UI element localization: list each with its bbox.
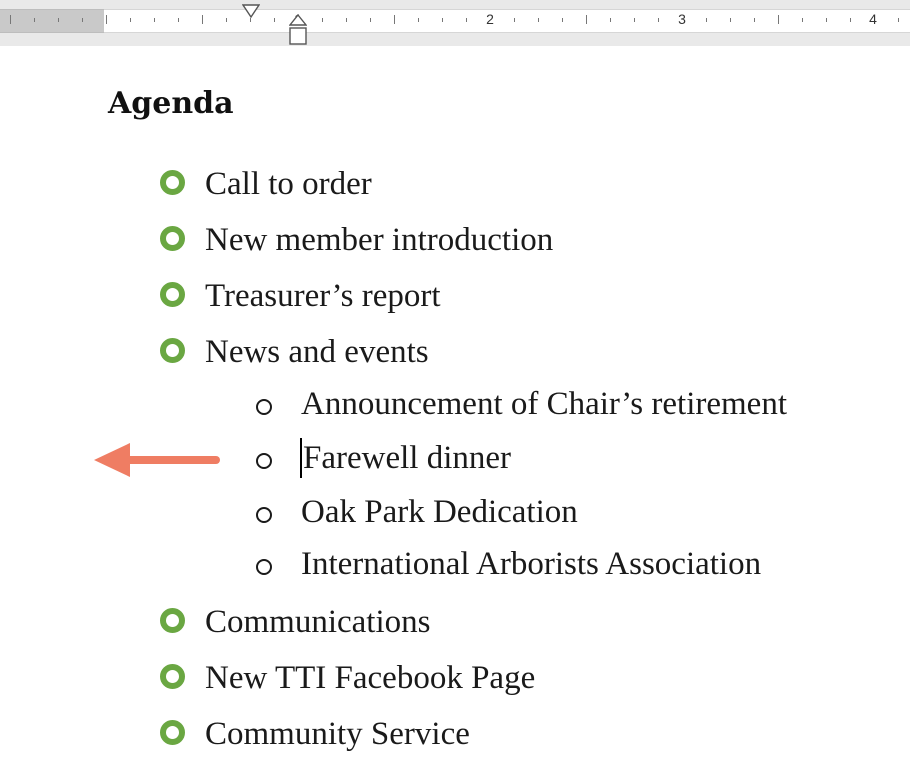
ruler-left-margin[interactable] xyxy=(0,9,104,33)
list-item[interactable]: News and events xyxy=(205,334,429,370)
ruler-tick xyxy=(322,18,323,22)
green-ring-bullet-icon xyxy=(160,170,185,195)
ruler-tick xyxy=(10,15,11,24)
ruler-strip xyxy=(0,9,910,33)
ruler-number: 2 xyxy=(486,11,494,27)
ruler-tick xyxy=(370,18,371,22)
first-line-indent-marker-icon[interactable] xyxy=(242,4,260,18)
ruler-tick xyxy=(226,18,227,22)
horizontal-ruler[interactable] xyxy=(0,0,910,46)
list-item[interactable]: Communications xyxy=(205,604,431,640)
ruler-tick xyxy=(538,18,539,22)
ruler-tick xyxy=(274,18,275,22)
ruler-number: 4 xyxy=(869,11,877,27)
ruler-tick xyxy=(802,18,803,22)
ruler-tick xyxy=(778,15,779,24)
ruler-tick xyxy=(658,18,659,22)
ruler-tick xyxy=(34,18,35,22)
open-circle-bullet-icon xyxy=(256,559,272,575)
green-ring-bullet-icon xyxy=(160,720,185,745)
sub-list-item-selected[interactable]: Farewell dinner xyxy=(303,440,512,476)
ruler-tick xyxy=(562,18,563,22)
agenda-heading: Agenda xyxy=(108,86,234,121)
list-item[interactable]: New TTI Facebook Page xyxy=(205,660,536,696)
green-ring-bullet-icon xyxy=(160,608,185,633)
ruler-tick xyxy=(106,15,107,24)
ruler-tick xyxy=(346,18,347,22)
ruler-tick xyxy=(514,18,515,22)
ruler-tick xyxy=(58,18,59,22)
ruler-tick xyxy=(634,18,635,22)
ruler-tick xyxy=(466,18,467,22)
sub-list-item[interactable]: Announcement of Chair’s retirement xyxy=(301,386,787,422)
ruler-tick xyxy=(250,18,251,22)
text-cursor xyxy=(300,438,302,478)
list-item[interactable]: Treasurer’s report xyxy=(205,278,441,314)
green-ring-bullet-icon xyxy=(160,226,185,251)
ruler-tick xyxy=(130,18,131,22)
ruler-tick xyxy=(394,15,395,24)
ruler-tick xyxy=(898,18,899,22)
list-item[interactable]: Community Service xyxy=(205,716,470,752)
ruler-tick xyxy=(754,18,755,22)
ruler-tick xyxy=(586,15,587,24)
ruler-tick xyxy=(178,18,179,22)
ruler-tick xyxy=(730,18,731,22)
open-circle-bullet-icon xyxy=(256,453,272,469)
ruler-tick xyxy=(610,18,611,22)
document-page[interactable] xyxy=(0,46,910,772)
hanging-indent-marker-icon[interactable] xyxy=(289,14,307,46)
ruler-tick xyxy=(442,18,443,22)
green-ring-bullet-icon xyxy=(160,282,185,307)
open-circle-bullet-icon xyxy=(256,507,272,523)
ruler-tick xyxy=(418,18,419,22)
ruler-tick xyxy=(82,18,83,22)
ruler-tick xyxy=(202,15,203,24)
sub-list-item[interactable]: International Arborists Association xyxy=(301,546,762,582)
ruler-tick xyxy=(826,18,827,22)
list-item[interactable]: Call to order xyxy=(205,166,372,202)
ruler-number: 3 xyxy=(678,11,686,27)
sub-list-item[interactable]: Oak Park Dedication xyxy=(301,494,578,530)
left-arrow-icon xyxy=(92,440,222,480)
open-circle-bullet-icon xyxy=(256,399,272,415)
ruler-tick xyxy=(850,18,851,22)
ruler-tick xyxy=(154,18,155,22)
ruler-tick xyxy=(706,18,707,22)
green-ring-bullet-icon xyxy=(160,664,185,689)
green-ring-bullet-icon xyxy=(160,338,185,363)
list-item[interactable]: New member introduction xyxy=(205,222,554,258)
